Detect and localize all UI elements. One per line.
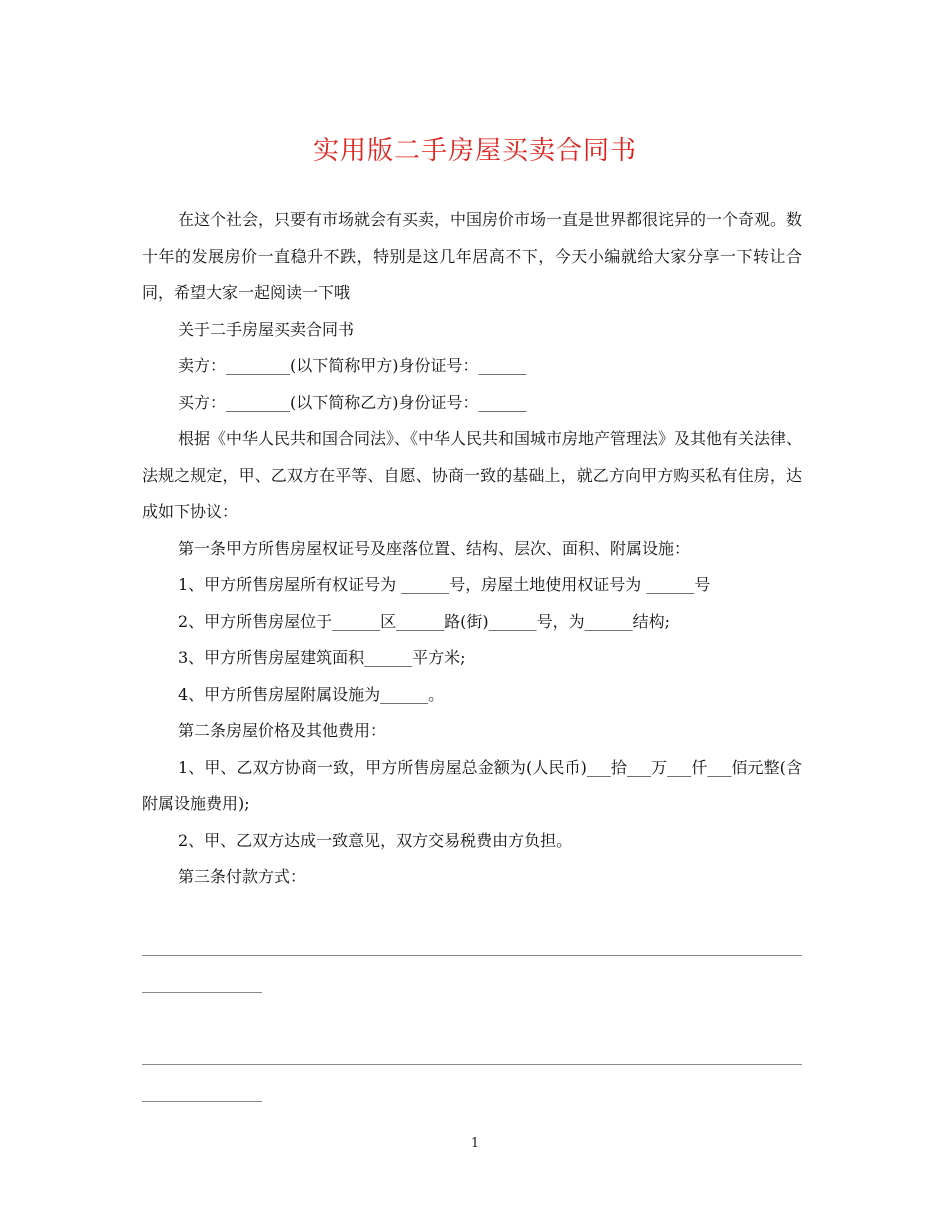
blank-fill-line: [142, 1064, 802, 1065]
article-1-item-1: 1、甲方所售房屋所有权证号为 ______号，房屋土地使用权证号为 ______号: [178, 575, 711, 594]
article-3-heading: 第三条付款方式：: [178, 867, 307, 886]
legal-basis-paragraph: 根据《中华人民共和国合同法》、《中华人民共和国城市房地产管理法》及其他有关法律、法规之规定，甲、乙双方在平等、自愿、协商一致的基础上，就乙方向甲方购买私有住房，达成如下协议：: [142, 429, 803, 521]
buyer-line: 买方：________(以下简称乙方)身份证号：______: [178, 392, 527, 412]
article-2-item-1: 1、甲、乙双方协商一致，甲方所售房屋总金额为(人民币)___拾___万___仟___佰元整(含附属设施费用);: [142, 757, 802, 813]
article-1-item-4: 4、甲方所售房屋附属设施为______。: [178, 684, 445, 704]
page-number: 1: [470, 1136, 480, 1151]
article-1-item-3: 3、甲方所售房屋建筑面积______平方米;: [178, 648, 466, 667]
blank-fill-line-end: [142, 1101, 262, 1102]
contract-heading: 关于二手房屋买卖合同书: [178, 319, 355, 339]
seller-line: 卖方：________(以下简称甲方)身份证号：______: [178, 356, 527, 375]
article-2-heading: 第二条房屋价格及其他费用：: [178, 721, 387, 740]
blank-fill-line-end: [142, 992, 262, 993]
article-1-heading: 第一条甲方所售房屋权证号及座落位置、结构、层次、面积、附属设施：: [178, 538, 691, 558]
article-1-item-2: 2、甲方所售房屋位于______区______路(街)______号，为______结构;: [178, 611, 671, 631]
document-title: 实用版二手房屋买卖合同书: [312, 136, 637, 166]
article-2-item-2: 2、甲、乙双方达成一致意见，双方交易税费由方负担。: [178, 830, 573, 850]
intro-paragraph: 在这个社会，只要有市场就会有买卖，中国房价市场一直是世界都很诧异的一个奇观。数十年的发展房价一直稳升不跌，特别是这几年居高不下，今天小编就给大家分享一下转让合同，希望大家一起阅读一下哦: [142, 210, 803, 302]
blank-fill-line: [142, 955, 802, 956]
document-body: [142, 202, 802, 896]
